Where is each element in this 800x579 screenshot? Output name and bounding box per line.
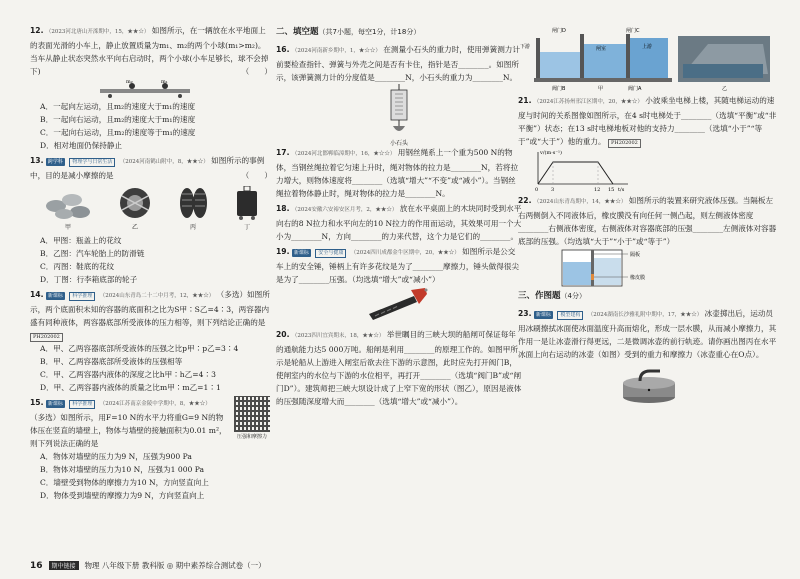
- question-number: 15.: [30, 398, 44, 407]
- question-text: 在测量小石头的重力时，使用弹簧测力计前要检查指针、弹簧与外壳之间是否有卡住，指针是否________。如图所示，该弹簧测力计的分度值是________N，小石头的重力为________N。: [276, 45, 520, 82]
- question-text: （多选）如图所示，用F=10 N的水平力将重G=9 N的物体压在竖直的墙壁上，物体与墙壁的接触面积为0.01 m²，则下列说法正确的是: [30, 413, 227, 448]
- figure-label: 甲: [64, 224, 71, 231]
- graph-tick-3: 3: [551, 187, 555, 192]
- question-source: （2024山东青岛期中，14，★★☆）: [533, 199, 627, 205]
- figure-shoe-soles: [176, 186, 210, 232]
- section-title: 三、作图题: [518, 291, 561, 301]
- question-text: 如图所示，在一辆放在水平地面上的表面光滑的小车上，静止放置质量为m₁、m₂的两个小球(m₁>m₂)。当车从静止状态突然水平向右启动时，两个小球(小车足够长，球不会掉下): [30, 26, 269, 76]
- column-left: [30, 24, 272, 504]
- subject-tag: 新课标: [47, 293, 63, 299]
- option-a: A．甲图：瓶盖上的花纹: [40, 236, 122, 245]
- bottle-caps-image: [42, 186, 94, 220]
- question-19: [276, 245, 522, 326]
- option-d: D．物体受到墙壁的摩擦力为9 N，方向竖直向上: [40, 491, 205, 500]
- label-fig-yi: 乙: [722, 86, 728, 92]
- topic-tag: 模型建构: [557, 311, 583, 320]
- figure-bottle-caps: [42, 186, 94, 232]
- question-text: 举世瞩目的三峡大坝的船闸可保证每年的通航能力达5 000万吨。船闸是利用________的原理工作的。如图甲所示是轮船从上游进入闸室后欲去往下游的示意图，此时应先打开阀门B，使闸室内的水位与下游的水位相平，再打开________（选填“阀门B”或“闸门D”）。建筑师把三峡大坝设计成了上窄下宽的形状（图乙），原因是液体的压强随深度增大而________（选填“增大”或“减小”）。: [276, 330, 522, 406]
- figure-tire-chain: [118, 186, 152, 232]
- spring-scale-figure: [276, 84, 522, 147]
- section-heading-drawing: [518, 290, 780, 303]
- option-c: C．墙壁受到物体的摩擦力为10 N，方向竖直向上: [40, 478, 209, 487]
- question-text: 放在水平桌面上的木块同时受到水平向右的8 N拉力和水平向左的10 N拉力的作用而运动，其效果可用一个大小为________N，方向________的力来代替，这个力是它们的________。: [276, 204, 522, 241]
- question-text: 如图所示的装置来研究液体压强。当隔板左右两侧倒入不同液体后，橡皮膜没有向任何一侧凸起，则左侧液体密度________右侧液体密度，右侧液体对容器底部的压强________左侧液体对容器底部的压强。（均选填“大于”“小于”或“等于”）: [518, 196, 777, 246]
- question-22: [518, 194, 780, 288]
- graph-tick-15: 15: [608, 187, 615, 192]
- answer-paren: （ ）: [241, 171, 272, 180]
- question-13: [30, 154, 272, 286]
- answer-paren: （ ）: [241, 67, 272, 76]
- question-source: （2024安徽六安裕安区月考，2，★★☆）: [291, 207, 398, 213]
- shoe-soles-image: [176, 186, 210, 220]
- option-b: B．乙图：汽车轮胎上的防滑链: [40, 249, 145, 258]
- question-number: 16.: [276, 45, 290, 54]
- section-heading-fill: [276, 26, 522, 39]
- question-number: 14.: [30, 290, 44, 299]
- label-valve-a: 阀门A: [628, 86, 642, 92]
- question-text: 如图所示的事例中，目的是减小摩擦的是: [30, 156, 265, 180]
- question-number: 19.: [276, 247, 290, 256]
- label-partition: 隔板: [630, 252, 641, 258]
- figure-suitcase: [234, 186, 260, 232]
- label-gate-c: 闸门C: [626, 28, 640, 34]
- label-m1: m₁: [161, 80, 168, 85]
- page-number: 16: [30, 560, 43, 571]
- suitcase-image: [234, 186, 260, 220]
- question-text: 冰壶掷出后，运动员用冰刷擦拭冰面使冰面温度升高而熔化，形成一层水膜，从而减小摩擦力，其作用一是让冰壶滑行得更远，二是微调冰壶的前行轨迹。请你画出图丙在水平冰面上向右运动的冰壶（如图）受到的重力和摩擦力（冰壶重心在O点）。: [518, 309, 777, 359]
- section-subtitle: （4分）: [560, 292, 586, 300]
- question-number: 21.: [518, 96, 532, 105]
- option-a: A．物体对墙壁的压力为9 N，压强为900 Pa: [40, 452, 192, 461]
- topic-tag: 物理学与日常生活: [69, 158, 115, 167]
- subject-tag: 新课标: [535, 312, 551, 318]
- option-b: B．物体对墙壁的压力为10 N，压强为1 000 Pa: [40, 465, 205, 474]
- vt-graph-image: [518, 148, 638, 192]
- question-source: （2024江苏南京金陵中学期中，8，★★☆）: [99, 401, 211, 407]
- question-source: （2024江苏扬州邗江区期中，20，★★☆）: [533, 99, 643, 105]
- section-title: 二、填空题: [276, 27, 319, 37]
- question-number: 18.: [276, 204, 290, 213]
- graph-xlabel: t/s: [618, 187, 625, 192]
- qr-code[interactable]: [234, 396, 270, 432]
- topic-tag: 安全与健康: [315, 249, 346, 258]
- partition-container-image: [518, 248, 678, 288]
- label-valve-b: 阀门B: [552, 86, 566, 92]
- column-middle: [276, 24, 522, 410]
- option-d: D．甲、乙两容器内液体的质量之比m甲∶m乙=1∶1: [40, 383, 221, 392]
- figure-label: 小石头: [389, 140, 408, 147]
- question-text: 小波乘坐电梯上楼，其随电梯运动的速度与时间的关系图像如图所示，在4 s时电梯处于________（选填“平衡”或“非平衡”）状态；在13 s时电梯地板对他的支持力________（选填“小于”“等于”或“大于”）他的重力。: [518, 96, 777, 146]
- section-subtitle: （共7小题，每空1分，计18分）: [318, 28, 421, 36]
- label-m2: m₂: [126, 80, 133, 85]
- question-23: [518, 307, 780, 405]
- qr-caption: 压强和摩擦力: [236, 434, 267, 440]
- question-number: 12.: [30, 26, 44, 35]
- option-b: B．甲、乙两容器底部所受液体的压强相等: [40, 357, 183, 366]
- footer-text: 物理 八年级下册 教科版 ◎ 期中素养综合测试卷（一）: [84, 561, 266, 570]
- graph-tick-12: 12: [594, 187, 601, 192]
- question-number: 23.: [518, 309, 532, 318]
- page-footer: [30, 560, 266, 571]
- option-b: B．一起向右运动，且m₂的速度大于m₁的速度: [40, 115, 196, 124]
- option-d: D．丁图：行李箱底部的轮子: [40, 275, 138, 284]
- option-c: C．一起向右运动，且m₂的速度等于m₁的速度: [40, 128, 196, 137]
- topic-tag: 科学推理: [69, 400, 95, 409]
- question-20: [276, 328, 522, 408]
- question-number: 20.: [276, 330, 290, 339]
- velocity-time-graph: [518, 148, 780, 192]
- subject-tag: 新课标: [47, 401, 63, 407]
- question-number: 22.: [518, 196, 532, 205]
- label-fig-jia: 甲: [598, 86, 604, 92]
- option-a: A．甲、乙两容器底部所受液体的压强之比p甲∶p乙=3∶4: [40, 344, 239, 353]
- question-source: （2023河北唐山开滦期中，15，★★☆）: [45, 29, 150, 35]
- spring-scale-image: [369, 84, 429, 136]
- footer-badge: 期中链接: [49, 561, 79, 570]
- curling-stone-image: [614, 361, 684, 405]
- question-18: [276, 202, 522, 243]
- question-source: （2024山东青岛二十二中月考，12，★★☆）: [99, 293, 215, 299]
- subject-tag: 新课标: [293, 250, 309, 256]
- question-17: [276, 146, 522, 200]
- question-15: [30, 396, 272, 502]
- option-c: C．甲、乙两容器内液体的深度之比h甲∶h乙=4∶3: [40, 370, 216, 379]
- option-a: A．一起向左运动，且m₂的速度大于m₁的速度: [40, 102, 196, 111]
- safety-hammer-figure: [276, 286, 522, 326]
- figure-label: 丙: [189, 224, 196, 231]
- subject-tag: 跨学科: [47, 159, 63, 165]
- label-rubber-membrane: 橡皮膜: [630, 275, 646, 281]
- question-16: [276, 43, 522, 147]
- label-gate-d: 闸门D: [552, 28, 566, 34]
- question-source: （2024湖南长沙雅礼附中期中，17，★★☆）: [587, 312, 703, 318]
- cart-figure: [30, 80, 272, 98]
- label-upstream: 上游: [642, 44, 653, 50]
- cart-diagram: [30, 80, 272, 98]
- graph-tick-0: 0: [535, 187, 539, 192]
- question-number: 13.: [30, 156, 44, 165]
- label-lock-chamber: 闸室: [596, 46, 607, 52]
- friction-examples-figure: [30, 184, 272, 232]
- question-number: 17.: [276, 148, 290, 157]
- question-text: （多选）如图所示，两个底面积未知的容器的底面积之比为S甲∶S乙=4∶3，两容器内盛有同种液体，两容器底部所受液体的压力相等，则下列结论正确的是: [30, 290, 270, 327]
- option-d: D．相对地面仍保持静止: [40, 141, 123, 150]
- question-text: 用钢丝绳系上一个重为500 N的物体，当钢丝绳拉着它匀速上升时，绳对物体的拉力是________N，若将拉力增大，则物体速度将________（选填“增大”“不变”或“减小”）。当钢丝绳拉着物体静止时，绳对物体的拉力是________N。: [276, 148, 519, 198]
- question-12: [30, 24, 272, 152]
- question-21: [518, 94, 780, 192]
- question-14: [30, 288, 272, 394]
- graph-ylabel: v/(m·s⁻¹): [540, 150, 562, 156]
- column-right: [518, 24, 780, 407]
- safety-hammer-image: [359, 286, 439, 324]
- topic-tag: 科学推理: [69, 292, 95, 301]
- curling-stone-figure: [518, 361, 780, 405]
- option-c: C．丙图：鞋底的花纹: [40, 262, 115, 271]
- label-downstream: 下游: [520, 44, 531, 50]
- question-source: （2024河南鹤山附中，8，★★☆）: [119, 159, 209, 165]
- liquid-pressure-figure: [518, 248, 780, 288]
- question-source: （2024河南新乡期中，1，★☆☆）: [291, 48, 381, 54]
- question-source: （2023四川宜宾期末，18，★★☆）: [291, 333, 385, 339]
- tire-chain-image: [118, 186, 152, 220]
- question-text: 如图所示是公交车上的安全锤，锤柄上有许多花纹是为了________摩擦力，锤头做得很尖是为了________压强。（均选填“增大”或“减小”）: [276, 247, 519, 284]
- question-source: （2024四川成都金牛区期中，20，★★☆）: [350, 250, 460, 256]
- problem-code: PH202002: [30, 333, 63, 342]
- problem-code: PH202002: [608, 139, 641, 148]
- ship-lock-image: [518, 24, 780, 92]
- ship-lock-figure: [518, 24, 780, 94]
- figure-label: 乙: [131, 224, 138, 231]
- figure-label: 丁: [243, 224, 250, 231]
- question-source: （2024河北邯郸临漳期中，16，★☆☆）: [291, 151, 396, 157]
